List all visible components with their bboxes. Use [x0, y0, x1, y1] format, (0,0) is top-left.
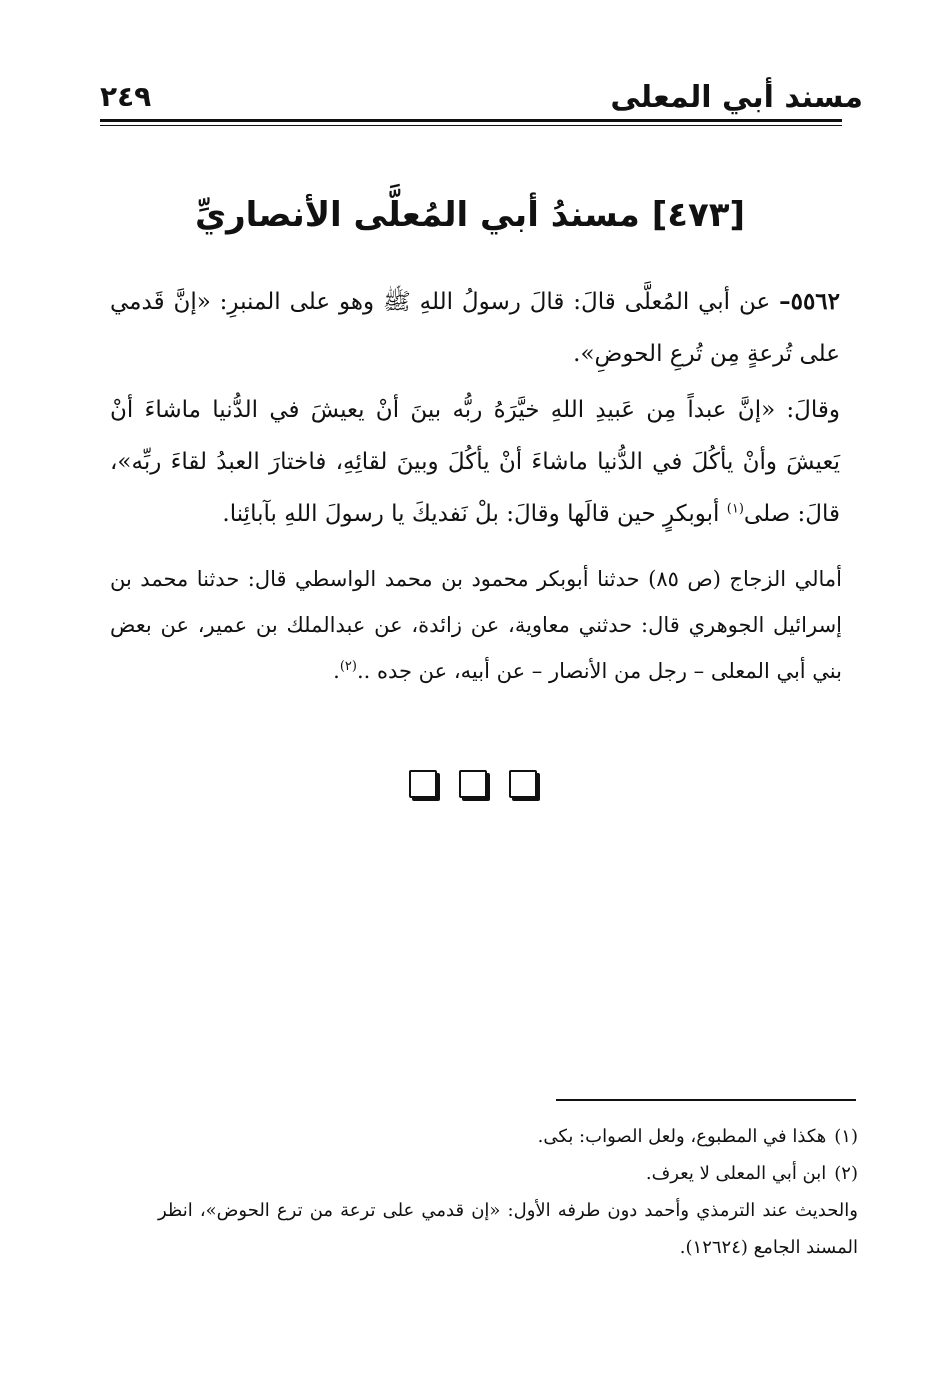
header-rule: [100, 119, 842, 122]
header-rule-thin: [100, 125, 842, 126]
footnote-number: (١): [834, 1126, 858, 1147]
square-ornament-icon: [409, 770, 437, 798]
hadith-number: ٥٥٦٢–: [779, 288, 841, 315]
hadith-text-2b: أبوبكرٍ حين قالَها وقالَ: بلْ نَفديكَ يا رسولَ اللهِ بآبائِنا.: [222, 501, 720, 527]
section-divider: [0, 770, 945, 798]
page-number: ٢٤٩: [100, 80, 152, 113]
footnote-number: (٢): [834, 1163, 858, 1184]
footnote-ref-2: (٢): [339, 659, 357, 674]
footnote-text: ابن أبي المعلى لا يعرف.: [645, 1163, 827, 1184]
square-ornament-icon: [459, 770, 487, 798]
footnote-2: [110, 1155, 858, 1192]
footnote-note: والحديث عند الترمذي وأحمد دون طرفه الأول: «إن قدمي على ترعة من ترع الحوض»، انظر المسند الجامع (١٢٦٢٤).: [158, 1200, 858, 1258]
hadith-paragraph-2: [110, 384, 840, 540]
isnad-text: أمالي الزجاج (ص ٨٥) حدثنا أبوبكر محمود بن محمد الواسطي قال: حدثنا محمد بن إسرائيل الجوهري قال: حدثني معاوية، عن زائدة، عن عبدالملك بن عمير، عن بعض بني أبي المعلى – رجل من الأنصار – عن أبيه، عن جده ..: [110, 567, 842, 683]
hadith-text-2a: وقالَ: «إنَّ عبداً مِن عَبيدِ اللهِ خيَّرَهُ ربُّه بينَ أنْ يعيشَ في الدُّنيا ماشاءَ أنْ يَعيشَ وأنْ يأكُلَ في الدُّنيا ماشاءَ أنْ يأكُلَ وبينَ لقائِهِ، فاختارَ العبدُ لقاءَ ربِّه»، قالَ: صلى: [110, 397, 840, 527]
square-ornament-icon: [509, 770, 537, 798]
section-heading: [٤٧٣] مسندُ أبي المُعلَّى الأنصاريِّ: [194, 195, 746, 235]
running-header-title: مسند أبي المعلى: [610, 80, 863, 115]
isnad-end: .: [333, 659, 340, 683]
footnote-rule: [556, 1099, 856, 1101]
footnote-1: [110, 1118, 858, 1155]
hadith-text: عن أبي المُعلَّى قالَ: قالَ رسولُ اللهِ ﷺ وهو على المنبرِ: «إنَّ قَدمي على تُرعةٍ مِن تُرعِ الحوضِ».: [110, 289, 840, 367]
footnote-text: هكذا في المطبوع، ولعل الصواب: بكى.: [537, 1126, 827, 1147]
footnotes: [110, 1118, 858, 1266]
footnote-ref-1: (١): [726, 501, 744, 517]
hadith-paragraph: [110, 276, 840, 380]
isnad-paragraph: [110, 556, 842, 694]
